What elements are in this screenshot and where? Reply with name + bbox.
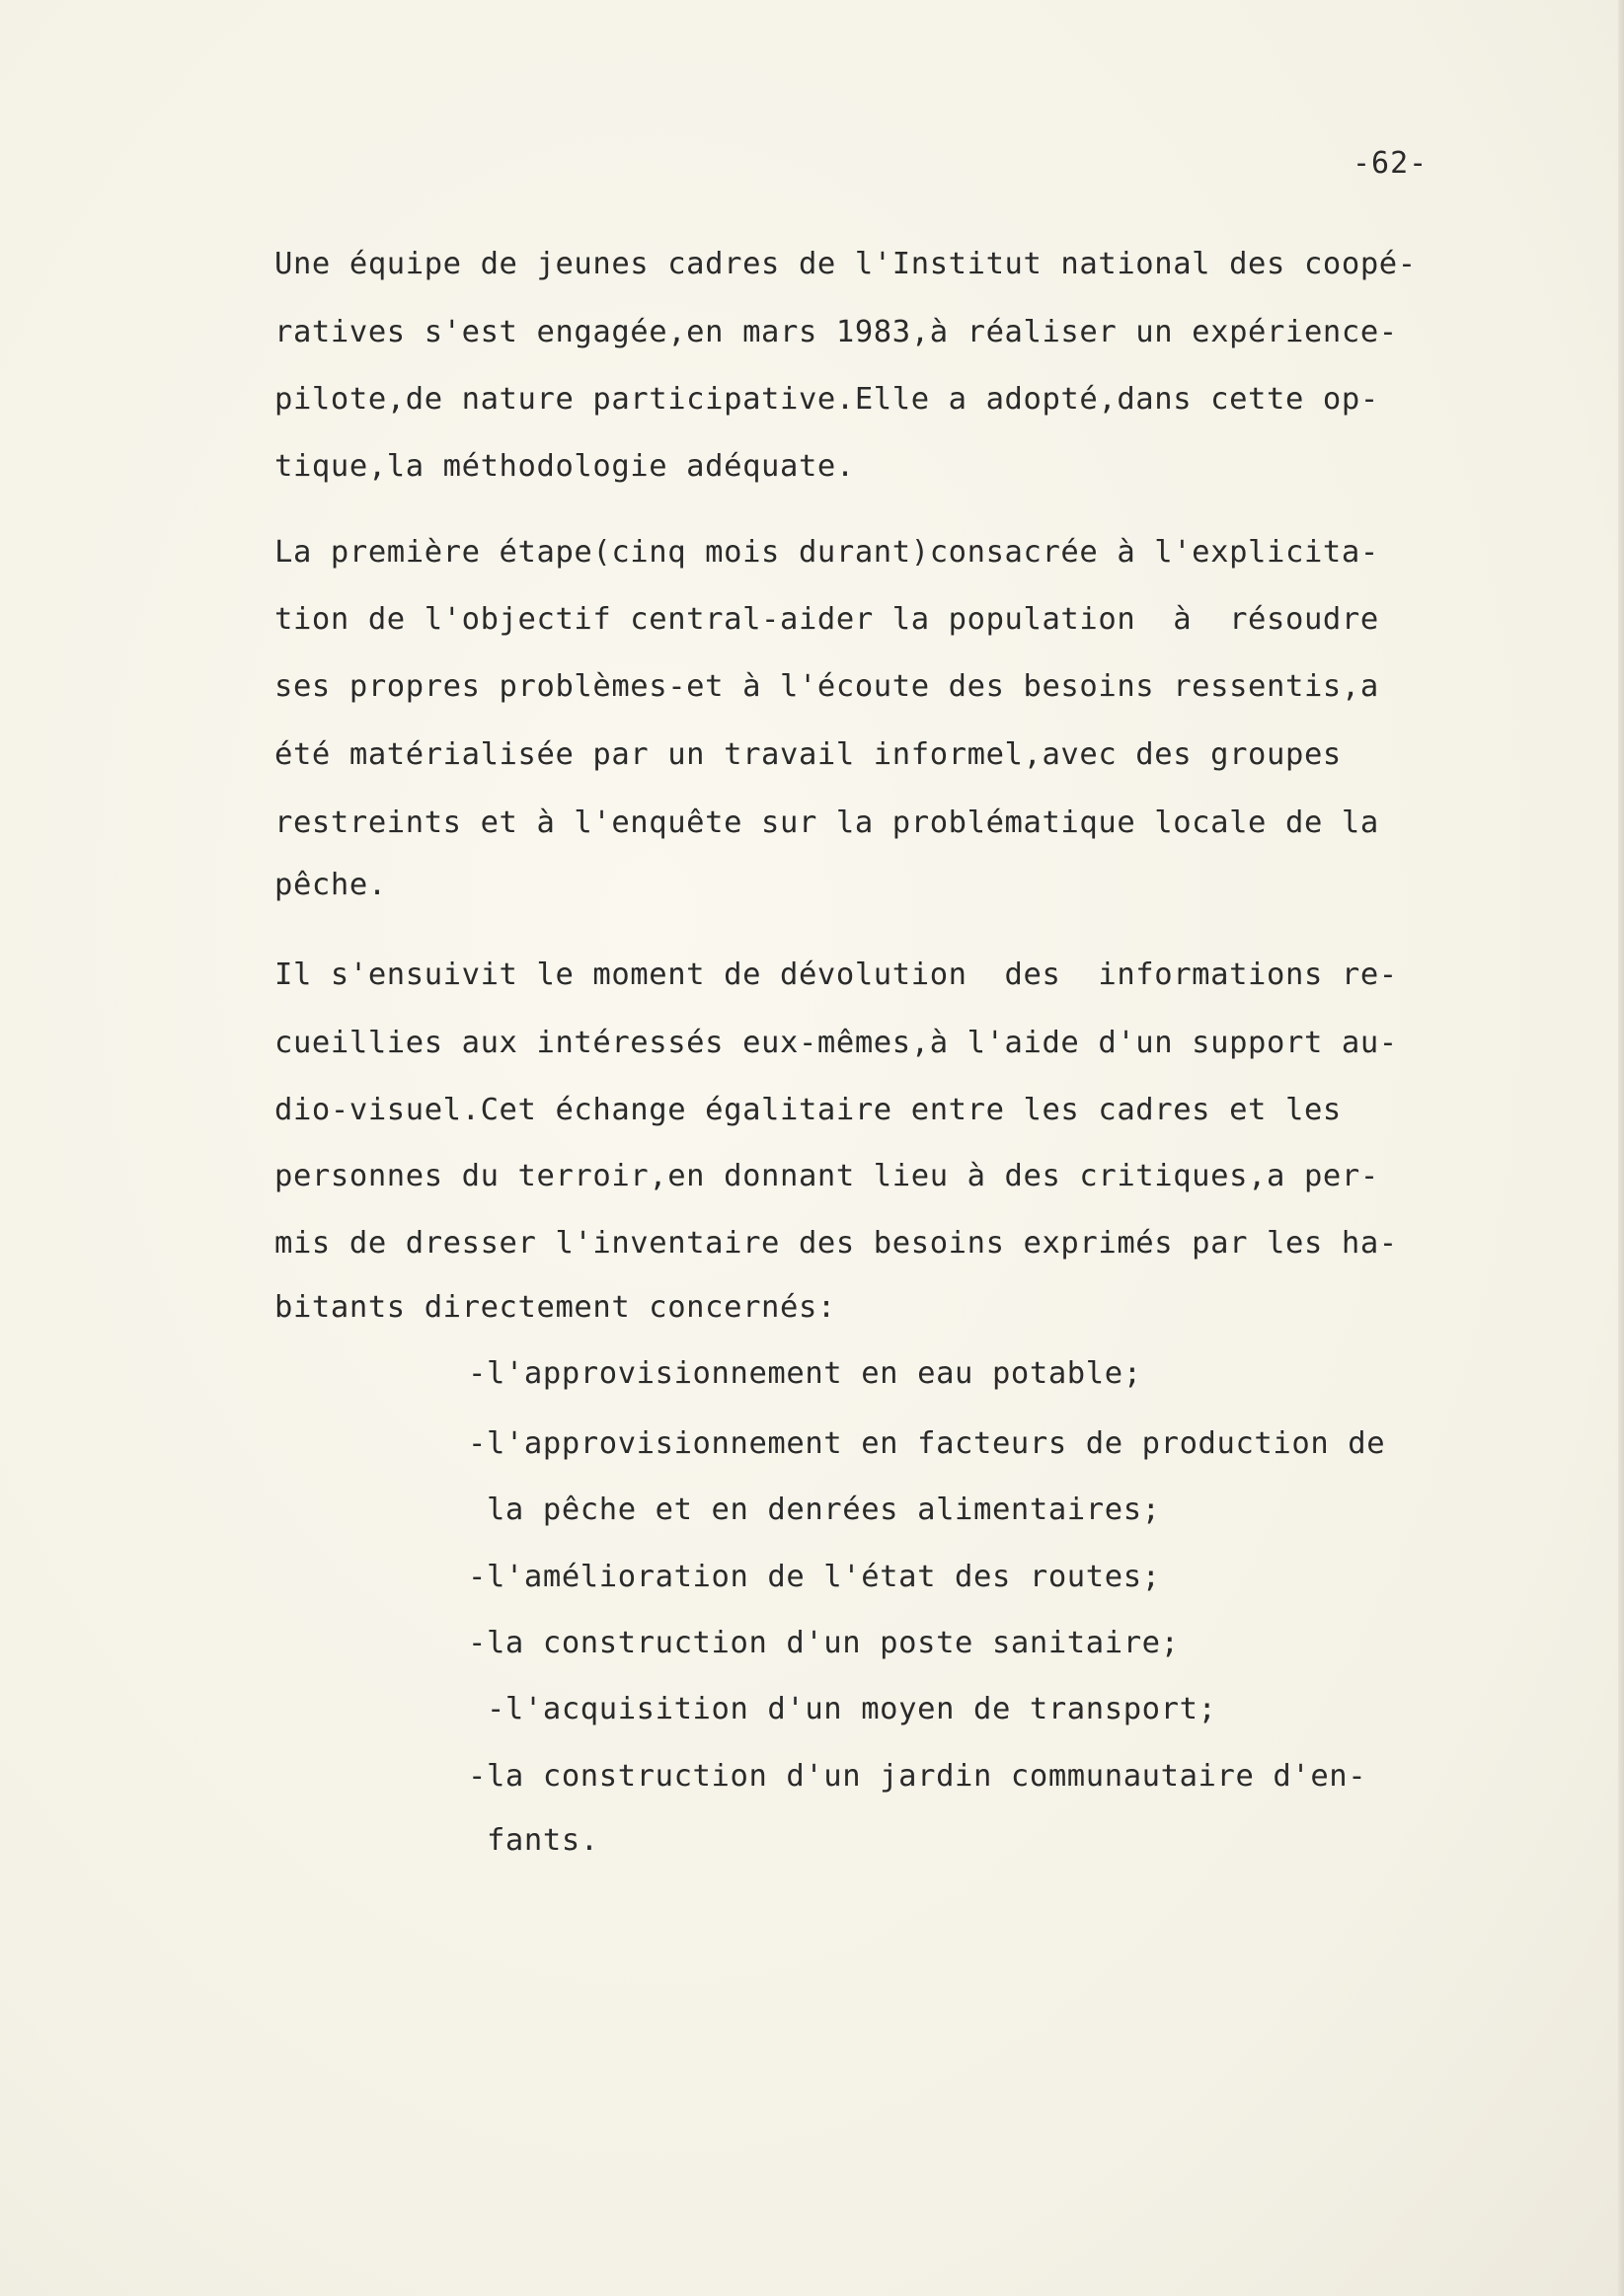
paragraph-2-line-2: tion de l'objectif central-aider la population à résoudre <box>274 602 1379 637</box>
paragraph-2-line-4: été matérialisée par un travail informel,avec des groupes <box>274 737 1342 772</box>
paragraph-3-line-4: personnes du terroir,en donnant lieu à des critiques,a per- <box>274 1159 1379 1193</box>
paragraph-1-line-1: Une équipe de jeunes cadres de l'Institut national des coopé- <box>274 247 1417 281</box>
list-item: -l'acquisition d'un moyen de transport; <box>468 1692 1217 1726</box>
paragraph-1-line-3: pilote,de nature participative.Elle a adopté,dans cette op- <box>274 382 1379 417</box>
list-item: -la construction d'un jardin communautaire d'en- <box>468 1759 1367 1794</box>
page-edge <box>1618 0 1624 2296</box>
paragraph-2-line-5: restreints et à l'enquête sur la problématique locale de la <box>274 805 1379 840</box>
page-number: -62- <box>1353 146 1429 181</box>
list-item: -l'approvisionnement en facteurs de production de <box>468 1426 1386 1461</box>
paragraph-1-line-4: tique,la méthodologie adéquate. <box>274 449 855 484</box>
paragraph-2-line-1: La première étape(cinq mois durant)consacrée à l'explicita- <box>274 535 1379 570</box>
list-item: -l'approvisionnement en eau potable; <box>468 1356 1142 1391</box>
paragraph-3-line-5: mis de dresser l'inventaire des besoins exprimés par les ha- <box>274 1226 1398 1261</box>
paragraph-3-line-1: Il s'ensuivit le moment de dévolution des informations re- <box>274 957 1398 992</box>
paragraph-1-line-2: ratives s'est engagée,en mars 1983,à réaliser un expérience- <box>274 315 1398 349</box>
list-item-continuation: la pêche et en denrées alimentaires; <box>468 1492 1161 1527</box>
paragraph-2-line-3: ses propres problèmes-et à l'écoute des besoins ressentis,a <box>274 669 1379 704</box>
paragraph-3-line-3: dio-visuel.Cet échange égalitaire entre les cadres et les <box>274 1093 1342 1127</box>
paragraph-2-line-6: pêche. <box>274 868 387 902</box>
paragraph-3-line-2: cueillies aux intéressés eux-mêmes,à l'aide d'un support au- <box>274 1026 1398 1060</box>
list-item: -la construction d'un poste sanitaire; <box>468 1626 1180 1660</box>
list-item-continuation: fants. <box>468 1823 599 1858</box>
list-item: -l'amélioration de l'état des routes; <box>468 1560 1161 1594</box>
paragraph-3-line-6: bitants directement concernés: <box>274 1290 836 1325</box>
